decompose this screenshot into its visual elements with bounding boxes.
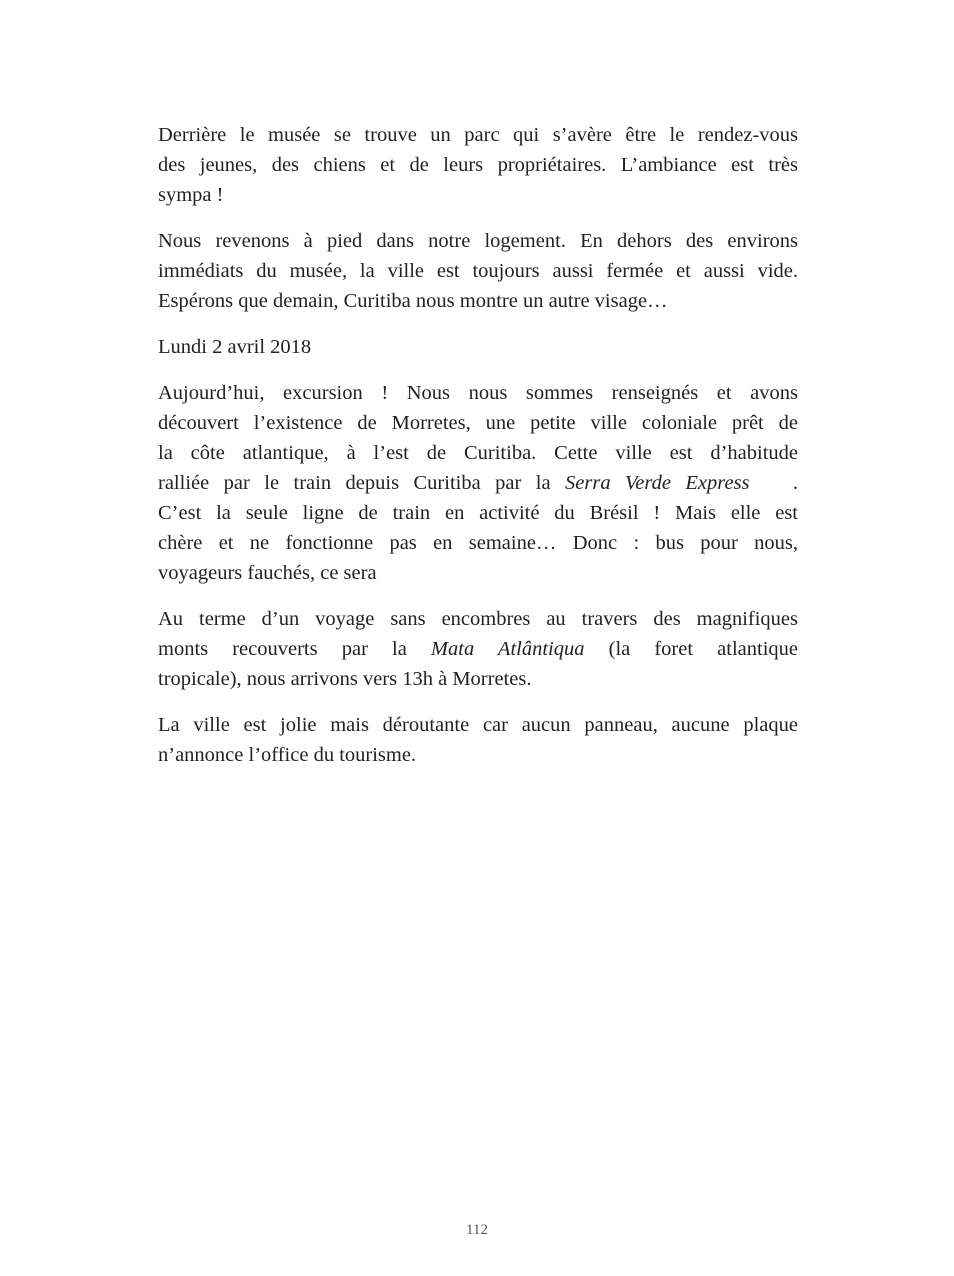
forest-name: Mata Atlântiqua — [430, 638, 585, 660]
text-line: Au terme d’un voyage sans encombres au travers des magnifiques — [158, 608, 798, 630]
paragraph-journey — [158, 604, 798, 694]
text-line: des jeunes, des chiens et de leurs propriétaires. L’ambiance est très — [158, 154, 798, 176]
text-line: sympa ! — [158, 184, 224, 206]
paragraph-park — [158, 120, 798, 210]
paragraph-excursion — [158, 378, 798, 588]
date-heading: Lundi 2 avril 2018 — [158, 336, 312, 358]
text-line: Espérons que demain, Curitiba nous montre un autre visage… — [158, 290, 668, 312]
page-body — [158, 120, 798, 786]
text-line: la côte atlantique, à l’est de Curitiba. Cette ville est d’habitude — [158, 442, 798, 464]
text-line — [158, 468, 798, 498]
train-name: Serra Verde Express — [565, 472, 750, 494]
text-line: Derrière le musée se trouve un parc qui s’avère être le rendez-vous — [158, 124, 798, 146]
text-line: n’annonce l’office du tourisme. — [158, 744, 417, 766]
page-number: 112 — [466, 1222, 488, 1238]
text-line: C’est la seule ligne de train en activité du Brésil ! Mais elle est — [158, 502, 798, 524]
text-line: tropicale), nous arrivons vers 13h à Morretes. — [158, 668, 532, 690]
paragraph-return — [158, 226, 798, 316]
text-fragment: monts recouverts par la — [158, 638, 431, 660]
text-line: voyageurs fauchés, ce sera — [158, 562, 377, 584]
text-fragment: . — [749, 472, 798, 494]
text-line: Aujourd’hui, excursion ! Nous nous sommes renseignés et avons — [158, 382, 798, 404]
text-line: chère et ne fonctionne pas en semaine… Donc : bus pour nous, — [158, 532, 798, 554]
text-line — [158, 634, 798, 664]
text-fragment: (la foret atlantique — [584, 638, 798, 660]
text-line: découvert l’existence de Morretes, une petite ville coloniale prêt de — [158, 412, 798, 434]
text-fragment: ralliée par le train depuis Curitiba par la — [158, 472, 566, 494]
text-line: La ville est jolie mais déroutante car aucun panneau, aucune plaque — [158, 714, 798, 736]
text-line: Nous revenons à pied dans notre logement. En dehors des environs — [158, 230, 798, 252]
paragraph-town — [158, 710, 798, 770]
text-line: immédiats du musée, la ville est toujours aussi fermée et aussi vide. — [158, 260, 798, 282]
